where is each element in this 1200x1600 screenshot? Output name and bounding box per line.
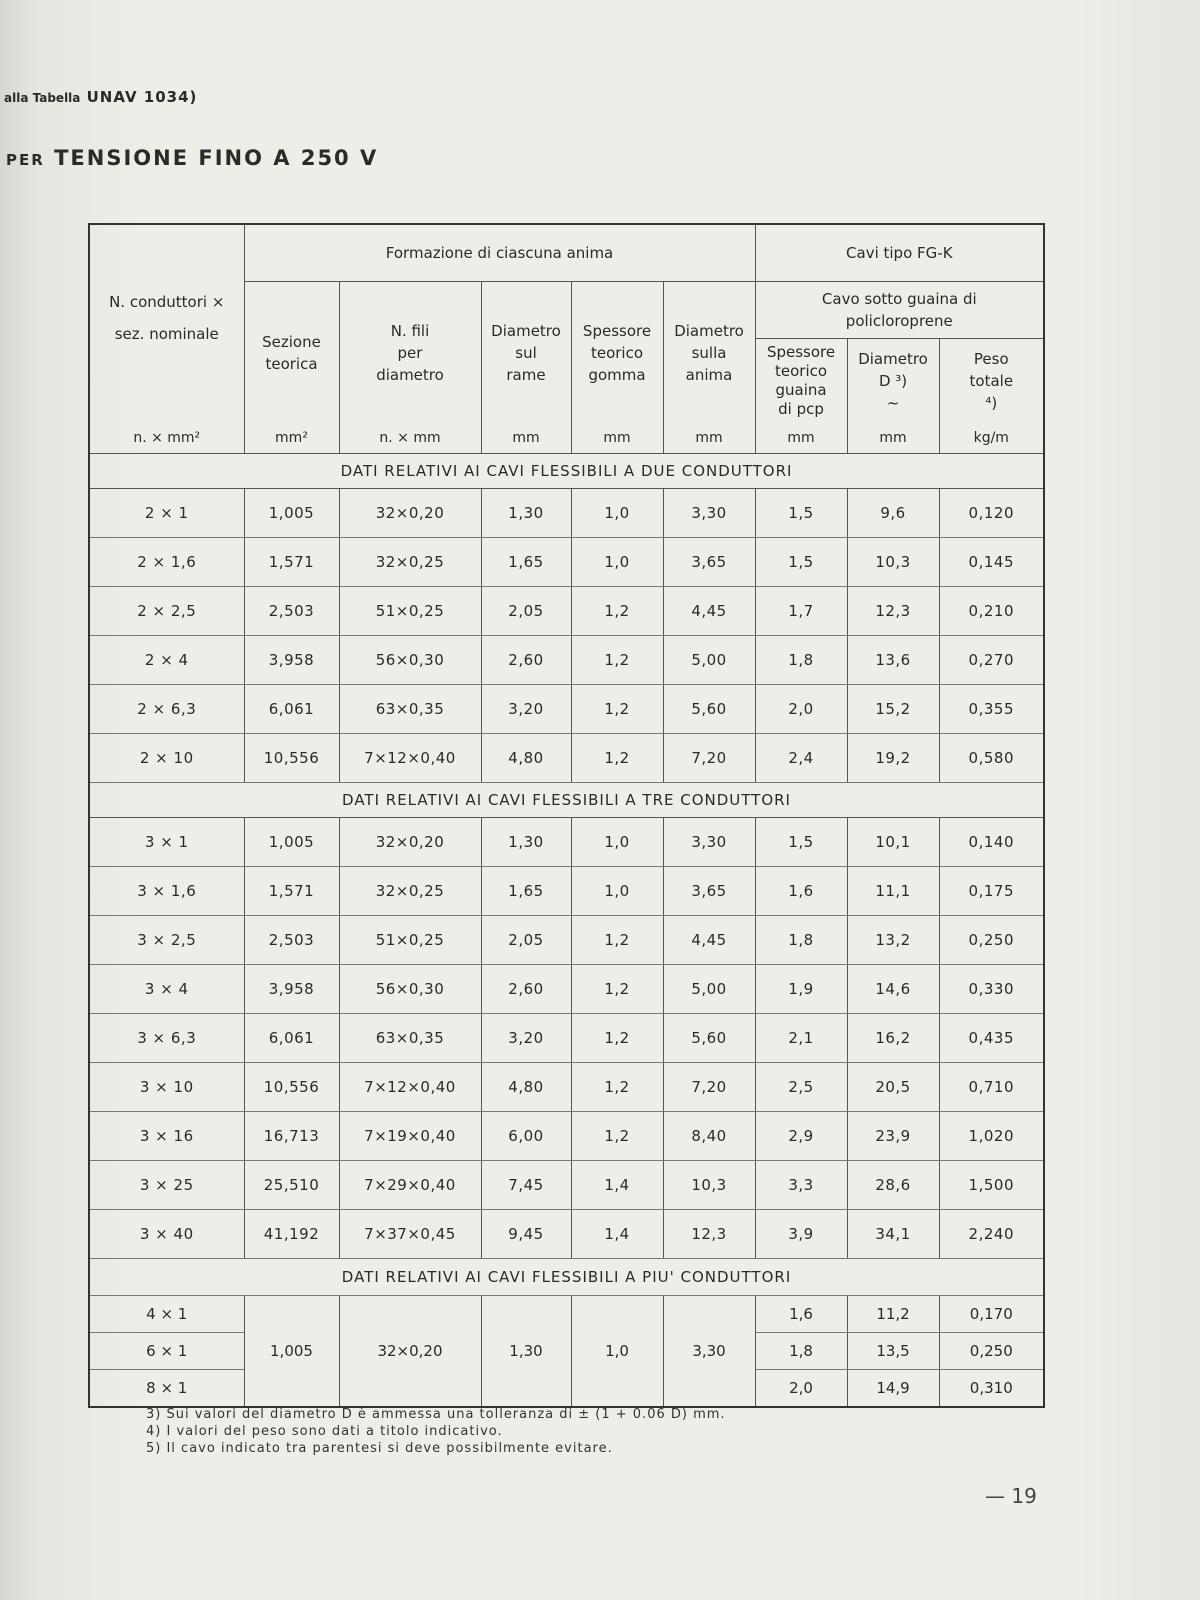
unit-cell: n. × mm	[339, 423, 481, 454]
table-cell: 1,2	[571, 587, 663, 636]
table-cell: 3,65	[663, 538, 755, 587]
title-prefix: PER	[6, 151, 45, 169]
table-row	[89, 1063, 1044, 1112]
title-text: TENSIONE FINO A 250 V	[54, 146, 379, 170]
multi-cell: 1,8	[755, 1333, 847, 1370]
table-cell: 3 × 4	[89, 965, 244, 1014]
table-cell: 7×29×0,40	[339, 1161, 481, 1210]
table-cell: 32×0,25	[339, 867, 481, 916]
table-cell: 0,270	[939, 636, 1044, 685]
h-line: totale	[969, 372, 1014, 390]
table-cell: 9,45	[481, 1210, 571, 1259]
table-cell: 1,4	[571, 1210, 663, 1259]
table-cell: 3,3	[755, 1161, 847, 1210]
footnotes	[146, 1406, 726, 1457]
table-cell: 6,061	[244, 1014, 339, 1063]
table-cell: 51×0,25	[339, 587, 481, 636]
h-line: teorica	[265, 354, 318, 373]
table-cell: 2,240	[939, 1210, 1044, 1259]
multi-cell: 0,250	[939, 1333, 1044, 1370]
table-cell: 34,1	[847, 1210, 939, 1259]
table-reference	[4, 88, 197, 106]
table-row	[89, 965, 1044, 1014]
section-title: DATI RELATIVI AI CAVI FLESSIBILI A DUE CONDUTTORI	[89, 454, 1044, 489]
table-cell: 32×0,20	[339, 489, 481, 538]
h-line: di pcp	[778, 400, 824, 418]
h-line: Diametro	[858, 350, 928, 368]
h-line: Diametro	[674, 321, 744, 340]
table-cell: 7×12×0,40	[339, 734, 481, 783]
multi-cell: 4 × 1	[89, 1296, 244, 1333]
table-row	[89, 489, 1044, 538]
unit-cell: mm	[755, 423, 847, 454]
multi-shared-cell: 3,30	[663, 1296, 755, 1408]
table-cell: 20,5	[847, 1063, 939, 1112]
table-cell: 1,0	[571, 489, 663, 538]
multi-shared-cell: 1,30	[481, 1296, 571, 1408]
table-cell: 14,6	[847, 965, 939, 1014]
table-cell: 1,4	[571, 1161, 663, 1210]
table-cell: 56×0,30	[339, 636, 481, 685]
h-line: policloroprene	[845, 312, 953, 330]
table-cell: 2,05	[481, 587, 571, 636]
h-line: N. fili	[390, 321, 430, 340]
table-cell: 2 × 1	[89, 489, 244, 538]
h-line: sul	[515, 343, 537, 362]
table-cell: 2,60	[481, 965, 571, 1014]
header-guaina-subgroup	[755, 282, 1044, 339]
reference-prefix: alla Tabella	[4, 91, 81, 105]
table-cell: 15,2	[847, 685, 939, 734]
table-cell: 2 × 1,6	[89, 538, 244, 587]
table-cell: 13,2	[847, 916, 939, 965]
unit-cell: mm	[663, 423, 755, 454]
page-number: — 19	[985, 1484, 1037, 1508]
table-cell: 0,250	[939, 916, 1044, 965]
h-line: Diametro	[491, 321, 561, 340]
table-cell: 0,210	[939, 587, 1044, 636]
units-row	[89, 423, 1044, 454]
table-cell: 1,7	[755, 587, 847, 636]
table-cell: 3,20	[481, 1014, 571, 1063]
table-row	[89, 867, 1044, 916]
table-cell: 3 × 16	[89, 1112, 244, 1161]
header-conductors-line1: N. conduttori ×	[109, 293, 225, 311]
table-cell: 56×0,30	[339, 965, 481, 1014]
table-cell: 1,2	[571, 636, 663, 685]
table-cell: 13,6	[847, 636, 939, 685]
table-cell: 5,60	[663, 1014, 755, 1063]
h-line: per	[397, 343, 423, 362]
table-cell: 0,580	[939, 734, 1044, 783]
multi-shared-cell: 32×0,20	[339, 1296, 481, 1408]
table-cell: 10,556	[244, 1063, 339, 1112]
table-cell: 6,00	[481, 1112, 571, 1161]
table-cell: 2 × 2,5	[89, 587, 244, 636]
header-spessore-gomma	[571, 282, 663, 424]
table-cell: 1,0	[571, 867, 663, 916]
multi-cell: 1,6	[755, 1296, 847, 1333]
table-cell: 4,45	[663, 916, 755, 965]
table-cell: 1,65	[481, 867, 571, 916]
table-cell: 3 × 25	[89, 1161, 244, 1210]
table-cell: 3,9	[755, 1210, 847, 1259]
table-cell: 2,0	[755, 685, 847, 734]
table-cell: 0,710	[939, 1063, 1044, 1112]
h-line: guaina	[775, 381, 827, 399]
multi-cell: 11,2	[847, 1296, 939, 1333]
page-title	[6, 146, 378, 170]
table-row	[89, 1112, 1044, 1161]
header-nfili	[339, 282, 481, 424]
table-row	[89, 916, 1044, 965]
table-cell: 4,80	[481, 1063, 571, 1112]
multi-cell: 0,170	[939, 1296, 1044, 1333]
table-cell: 0,120	[939, 489, 1044, 538]
table-cell: 0,330	[939, 965, 1044, 1014]
table-cell: 10,556	[244, 734, 339, 783]
h-line: teorico	[590, 343, 644, 362]
table-cell: 5,00	[663, 965, 755, 1014]
table-cell: 63×0,35	[339, 1014, 481, 1063]
table-cell: 2,5	[755, 1063, 847, 1112]
h-line: Sezione	[262, 332, 321, 351]
h-line: Spessore	[766, 343, 836, 361]
table-cell: 6,061	[244, 685, 339, 734]
table-cell: 5,00	[663, 636, 755, 685]
table-cell: 63×0,35	[339, 685, 481, 734]
table-cell: 12,3	[663, 1210, 755, 1259]
section-title: DATI RELATIVI AI CAVI FLESSIBILI A TRE CONDUTTORI	[89, 783, 1044, 818]
table-cell: 7×19×0,40	[339, 1112, 481, 1161]
table-cell: 3 × 2,5	[89, 916, 244, 965]
table-cell: 2,05	[481, 916, 571, 965]
table-cell: 0,175	[939, 867, 1044, 916]
table-cell: 7,20	[663, 734, 755, 783]
footnote-5: 5) Il cavo indicato tra parentesi si deve possibilmente evitare.	[146, 1441, 613, 1456]
table-cell: 3 × 10	[89, 1063, 244, 1112]
unit-cell: mm	[481, 423, 571, 454]
table-cell: 1,500	[939, 1161, 1044, 1210]
unit-cell: mm²	[244, 423, 339, 454]
table-cell: 7×37×0,45	[339, 1210, 481, 1259]
table-cell: 10,3	[663, 1161, 755, 1210]
h-line: sulla	[691, 343, 727, 362]
table-cell: 1,2	[571, 965, 663, 1014]
h-line: anima	[685, 365, 733, 384]
table-cell: 4,80	[481, 734, 571, 783]
table-cell: 10,3	[847, 538, 939, 587]
table-cell: 1,571	[244, 538, 339, 587]
table-cell: 1,9	[755, 965, 847, 1014]
table-cell: 28,6	[847, 1161, 939, 1210]
header-diametro-d	[847, 339, 939, 424]
table-cell: 4,45	[663, 587, 755, 636]
table-cell: 2 × 4	[89, 636, 244, 685]
reference-code: UNAV 1034)	[86, 88, 198, 106]
table-cell: 3 × 1	[89, 818, 244, 867]
table-cell: 3,20	[481, 685, 571, 734]
table-cell: 2,4	[755, 734, 847, 783]
header-conductors-line2: sez. nominale	[114, 325, 219, 343]
table-cell: 0,145	[939, 538, 1044, 587]
table-cell: 11,1	[847, 867, 939, 916]
table-row	[89, 685, 1044, 734]
table-sections	[89, 454, 1044, 1259]
table-cell: 3 × 40	[89, 1210, 244, 1259]
table-cell: 1,2	[571, 1014, 663, 1063]
table-cell: 3,958	[244, 965, 339, 1014]
h-line: ⁴)	[985, 394, 998, 412]
multi-cell: 8 × 1	[89, 1370, 244, 1408]
multi-conductor-section	[89, 1259, 1044, 1408]
table-cell: 7,20	[663, 1063, 755, 1112]
table-cell: 1,0	[571, 818, 663, 867]
table-cell: 1,571	[244, 867, 339, 916]
table-row	[89, 636, 1044, 685]
table-row	[89, 538, 1044, 587]
multi-cell: 0,310	[939, 1370, 1044, 1408]
table-cell: 2,503	[244, 587, 339, 636]
table-cell: 8,40	[663, 1112, 755, 1161]
h-line: ~	[886, 394, 900, 412]
table-cell: 3 × 1,6	[89, 867, 244, 916]
header-conductors	[89, 224, 244, 423]
section-title: DATI RELATIVI AI CAVI FLESSIBILI A PIU' CONDUTTORI	[89, 1259, 1044, 1296]
table-row	[89, 734, 1044, 783]
table-cell: 3,30	[663, 489, 755, 538]
header-formation-group: Formazione di ciascuna anima	[244, 224, 755, 282]
table-header	[89, 224, 1044, 454]
table-cell: 1,2	[571, 734, 663, 783]
table-row	[89, 1014, 1044, 1063]
table-cell: 1,2	[571, 916, 663, 965]
table-cell: 3,958	[244, 636, 339, 685]
header-diametro-rame	[481, 282, 571, 424]
footnote-3: 3) Sui valori del diametro D è ammessa una tolleranza di ± (1 + 0.06 D) mm.	[146, 1407, 726, 1422]
table-cell: 23,9	[847, 1112, 939, 1161]
h-line: diametro	[376, 365, 444, 384]
table-row	[89, 1161, 1044, 1210]
h-line: rame	[506, 365, 546, 384]
table-cell: 12,3	[847, 587, 939, 636]
table-cell: 9,6	[847, 489, 939, 538]
h-line: gomma	[588, 365, 646, 384]
table-cell: 2,1	[755, 1014, 847, 1063]
table-cell: 25,510	[244, 1161, 339, 1210]
table-cell: 1,2	[571, 1063, 663, 1112]
table-cell: 1,8	[755, 636, 847, 685]
table-cell: 1,30	[481, 489, 571, 538]
table-cell: 1,30	[481, 818, 571, 867]
multi-cell: 6 × 1	[89, 1333, 244, 1370]
table-row	[89, 1210, 1044, 1259]
table-cell: 1,65	[481, 538, 571, 587]
table-cell: 1,6	[755, 867, 847, 916]
header-fgk-group: Cavi tipo FG-K	[755, 224, 1044, 282]
h-line: Peso	[973, 350, 1009, 368]
table-cell: 1,005	[244, 489, 339, 538]
table-cell: 5,60	[663, 685, 755, 734]
h-line: D ³)	[878, 372, 908, 390]
table-cell: 41,192	[244, 1210, 339, 1259]
table-row	[89, 818, 1044, 867]
header-sezione	[244, 282, 339, 424]
table-cell: 51×0,25	[339, 916, 481, 965]
multi-cell: 14,9	[847, 1370, 939, 1408]
table-cell: 2 × 10	[89, 734, 244, 783]
multi-cell: 13,5	[847, 1333, 939, 1370]
unit-cell: mm	[847, 423, 939, 454]
table-cell: 3,30	[663, 818, 755, 867]
table-cell: 1,8	[755, 916, 847, 965]
footnote-4: 4) I valori del peso sono dati a titolo indicativo.	[146, 1424, 503, 1439]
table-cell: 7,45	[481, 1161, 571, 1210]
unit-cell: n. × mm²	[133, 430, 201, 446]
header-diametro-anima	[663, 282, 755, 424]
table-cell: 3,65	[663, 867, 755, 916]
table-cell: 2,503	[244, 916, 339, 965]
table-cell: 3 × 6,3	[89, 1014, 244, 1063]
table-cell: 2 × 6,3	[89, 685, 244, 734]
header-peso	[939, 339, 1044, 424]
table-cell: 1,5	[755, 538, 847, 587]
table-cell: 1,020	[939, 1112, 1044, 1161]
table-cell: 0,355	[939, 685, 1044, 734]
multi-cell: 2,0	[755, 1370, 847, 1408]
table-cell: 1,0	[571, 538, 663, 587]
table-cell: 10,1	[847, 818, 939, 867]
table-cell: 1,5	[755, 818, 847, 867]
multi-shared-cell: 1,0	[571, 1296, 663, 1408]
table-row	[89, 587, 1044, 636]
table-cell: 19,2	[847, 734, 939, 783]
unit-cell: mm	[571, 423, 663, 454]
table-cell: 32×0,20	[339, 818, 481, 867]
table-cell: 0,140	[939, 818, 1044, 867]
table-cell: 1,005	[244, 818, 339, 867]
h-line: Spessore	[582, 321, 652, 340]
cable-data-table	[88, 223, 1045, 1408]
table-cell: 1,2	[571, 685, 663, 734]
table-cell: 32×0,25	[339, 538, 481, 587]
table-cell: 0,435	[939, 1014, 1044, 1063]
unit-cell: kg/m	[939, 423, 1044, 454]
table-cell: 7×12×0,40	[339, 1063, 481, 1112]
table-cell: 1,5	[755, 489, 847, 538]
table-cell: 1,2	[571, 1112, 663, 1161]
header-spessore-guaina	[755, 339, 847, 424]
table-cell: 2,60	[481, 636, 571, 685]
h-line: teorico	[775, 362, 828, 380]
table-cell: 2,9	[755, 1112, 847, 1161]
table-cell: 16,2	[847, 1014, 939, 1063]
h-line: Cavo sotto guaina di	[821, 290, 977, 308]
table-cell: 16,713	[244, 1112, 339, 1161]
multi-shared-cell: 1,005	[244, 1296, 339, 1408]
